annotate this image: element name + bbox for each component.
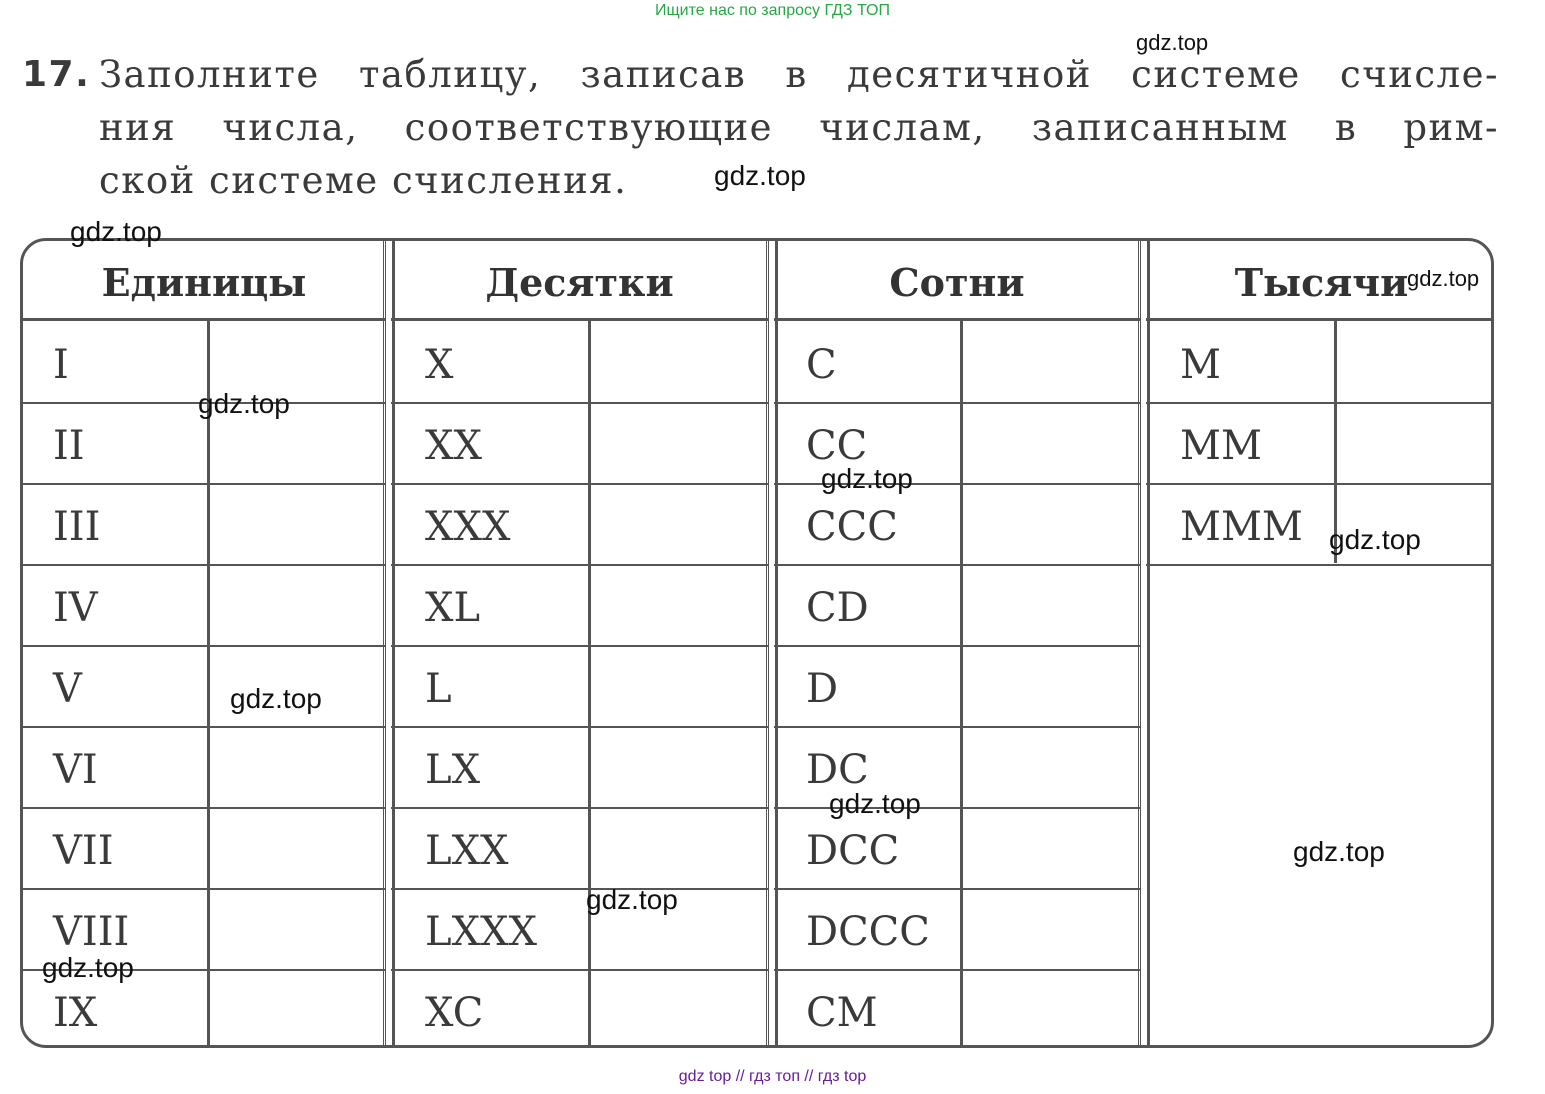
watermark: gdz.top (230, 683, 322, 714)
answer-column-units (207, 321, 210, 1048)
watermark: gdz.top (1407, 266, 1480, 291)
tens-cell: XX (425, 423, 482, 469)
thousands-cell: MMM (1180, 504, 1303, 550)
watermark: gdz.top (1136, 30, 1209, 55)
units-cell: VI (53, 747, 98, 793)
watermark: gdz.top (42, 952, 134, 983)
header-units: Единицы (23, 241, 385, 321)
task-line-2: ния числа, соответствующие числам, записанным в рим- (99, 106, 1499, 149)
watermark: gdz.top (1293, 836, 1385, 867)
hundreds-cell: DCCC (806, 909, 930, 955)
tens-cell: XXX (425, 504, 511, 550)
watermark: gdz.top (821, 463, 913, 494)
separator-hundreds-thousands (1138, 241, 1150, 1045)
answer-column-hundreds (960, 321, 963, 1048)
task-line-1: Заполните таблицу, записав в десятичной системе счисле- (99, 53, 1499, 96)
watermark: gdz.top (1329, 524, 1421, 555)
hundreds-cell: CC (806, 423, 868, 469)
tens-cell: LXX (425, 828, 509, 874)
watermark: gdz.top (586, 884, 678, 915)
tens-cell: LX (425, 747, 481, 793)
units-cell: V (53, 666, 82, 712)
tens-cell: X (425, 342, 454, 388)
hundreds-cell: C (806, 342, 837, 388)
units-cell: I (53, 342, 69, 388)
hundreds-cell: D (806, 666, 839, 712)
task-line-3: ской системе счисления. (99, 159, 628, 202)
roman-numerals-table (20, 238, 1494, 1048)
watermark: gdz.top (714, 160, 806, 191)
tens-cell: LXXX (425, 909, 537, 955)
answer-column-tens (588, 321, 591, 1048)
tens-cell: L (425, 666, 452, 712)
units-cell: IV (53, 585, 98, 631)
watermark: gdz.top (70, 216, 162, 247)
tens-cell: XL (425, 585, 481, 631)
header-tens: Десятки (391, 241, 768, 321)
header-thousands: Тысячи (1146, 241, 1494, 321)
units-cell: II (53, 423, 85, 469)
thousands-cell: M (1180, 342, 1221, 388)
task-number: 17. (22, 54, 91, 95)
units-cell: III (53, 504, 101, 550)
units-cell: IX (53, 990, 98, 1036)
hundreds-cell: CCC (806, 504, 898, 550)
watermark: gdz.top (829, 788, 921, 819)
separator-tens-hundreds (766, 241, 778, 1045)
top-banner: Ищите нас по запросу ГДЗ ТОП (655, 2, 890, 19)
hundreds-cell: CD (806, 585, 869, 631)
header-hundreds: Сотни (774, 241, 1140, 321)
thousands-cell: MM (1180, 423, 1262, 469)
tens-cell: XC (425, 990, 484, 1036)
hundreds-cell: CM (806, 990, 878, 1036)
units-cell: VIII (53, 909, 130, 955)
hundreds-cell: DCC (806, 828, 900, 874)
units-cell: VII (53, 828, 114, 874)
footer-links: gdz top // гдз топ // гдз top (678, 1068, 867, 1085)
separator-units-tens (383, 241, 395, 1045)
hundreds-cell: DC (806, 747, 869, 793)
watermark: gdz.top (198, 388, 290, 419)
